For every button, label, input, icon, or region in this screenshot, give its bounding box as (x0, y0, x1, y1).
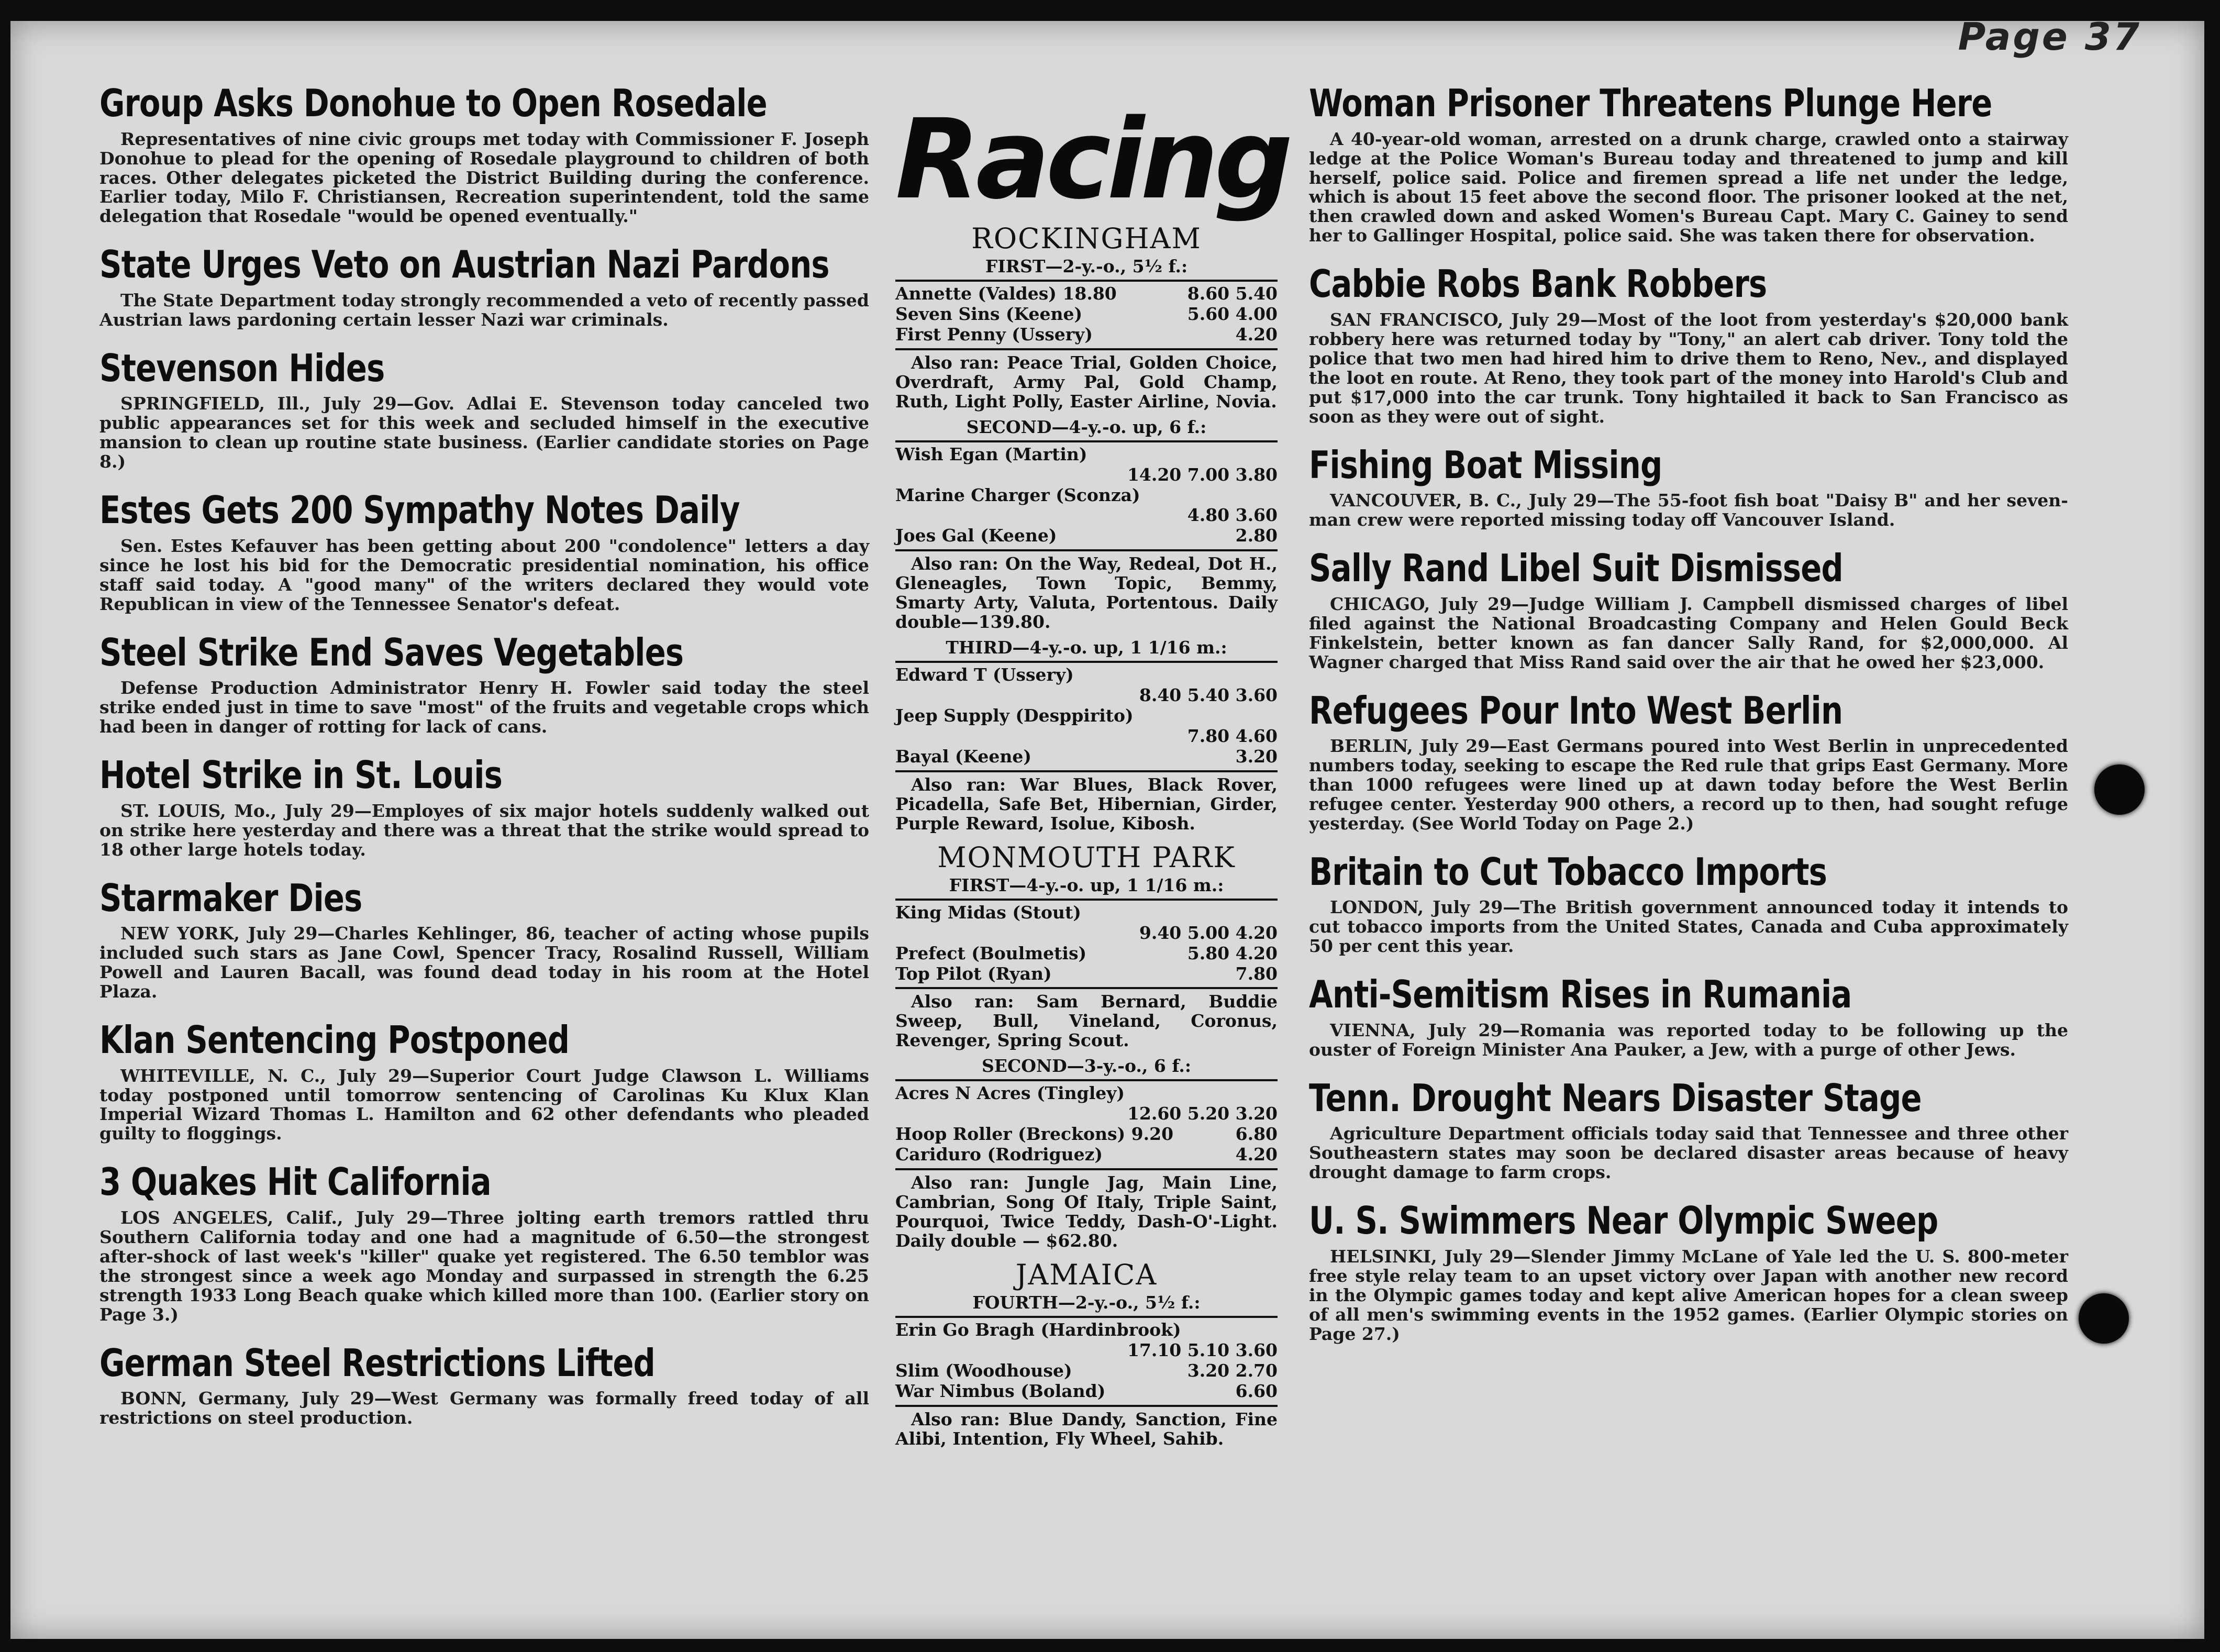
story-body: SPRINGFIELD, Ill., July 29—Gov. Adlai E. Stevenson today canceled two public appearances set for this week and secluded himself in the executive mansion to clean up routine state business. (Earlier candidate stories on Page 8.) (99, 393, 869, 472)
story-body: LONDON, July 29—The British government announced today it intends to cut tobacco imports from the United States, Canada and Cuba approximately 50 per cent this year. (1309, 897, 2068, 957)
horse-jockey: Prefect (Boulmetis) (895, 943, 1087, 963)
story-headline: Woman Prisoner Threatens Plunge Here (1309, 81, 1992, 125)
race-entry (895, 1361, 1278, 1381)
payoff-odds: 4.80 3.60 (1187, 505, 1278, 526)
payoff-odds: 7.80 4.60 (1187, 725, 1278, 746)
news-story (1309, 81, 2068, 246)
story-body: VIENNA, July 29—Romania was reported today to be following up the ouster of Foreign Minister Ana Pauker, a Jew, with a purge of other Jews. (1309, 1019, 2068, 1060)
story-body: ST. LOUIS, Mo., July 29—Employes of six major hotels suddenly walked out on strike here yesterday and there was a threat that the strike would spread to 18 other large hotels today. (99, 800, 869, 860)
news-story (99, 1017, 869, 1144)
news-story (99, 753, 869, 860)
horse-jockey: Joes Gal (Keene) (895, 525, 1057, 546)
race-results-list (895, 665, 1278, 767)
right-column (1309, 81, 2068, 1363)
also-ran: Also ran: War Blues, Black Rover, Picadella, Safe Bet, Hibernian, Girder, Purple Reward, Isolue, Kibosh. (895, 770, 1278, 834)
story-body: CHICAGO, July 29—Judge William J. Campbell dismissed charges of libel filed against the National Broadcasting Company and Helen Gould Beck Finkelstein, better known as fan dancer Sally Rand, for $2,000,000. Al Wagner charged that Miss Rand said over the air that he owed her $23,000. (1309, 593, 2068, 672)
story-headline: Klan Sentencing Postponed (99, 1017, 570, 1062)
race-entry (895, 485, 1278, 526)
news-story (1309, 1076, 2068, 1183)
news-story (99, 875, 869, 1002)
story-body: A 40-year-old woman, arrested on a drunk charge, crawled onto a stairway ledge at the Police Woman's Bureau today and threatened to jump and kill herself, police said. Police and firemen spread a life net under the ledge, which is about 15 feet above the second floor. The prisoner looked at the net, then crawled down and asked Women's Bureau Capt. Mary C. Gainey to send her to Gallinger Hospital, police said. She was taken there for observation. (1309, 128, 2068, 246)
payoff-odds: 8.40 5.40 3.60 (1139, 685, 1278, 706)
news-story (99, 630, 869, 737)
news-story (1309, 442, 2068, 530)
also-ran: Also ran: Sam Bernard, Buddie Sweep, Bull, Vineland, Coronus, Revenger, Spring Scout. (895, 987, 1278, 1050)
story-body: Representatives of nine civic groups met today with Commissioner F. Joseph Donohue to plead for the opening of Rosedale playground to children of both races. Other delegates picketed the District Building during the conference. Earlier today, Milo F. Christiansen, Recreation superintendent, told the same delegation that Rosedale "would be opened eventually." (99, 128, 869, 227)
news-story (99, 81, 869, 227)
racing-column (895, 84, 1289, 1454)
story-body: SAN FRANCISCO, July 29—Most of the loot from yesterday's $20,000 bank robbery here was returned today by "Tony," an alert cab driver. Tony told the police that two men had hired him to drive them to Reno, Nev., and displayed the loot en route. At Reno, they took part of the money into Harold's Club and put $17,000 into the car trunk. Tony hightailed it back to San Francisco as soon as they were out of sight. (1309, 309, 2068, 427)
newspaper-page (10, 15, 2204, 1639)
horse-jockey: Wish Egan (Martin) (895, 444, 1087, 464)
also-ran: Also ran: Blue Dandy, Sanction, Fine Alibi, Intention, Fly Wheel, Sahib. (895, 1405, 1278, 1449)
horse-jockey: Cariduro (Rodriguez) (895, 1144, 1103, 1165)
race-heading: SECOND—3-y.-o., 6 f.: (895, 1056, 1278, 1081)
horse-jockey: Hoop Roller (Breckons) 9.20 (895, 1124, 1174, 1145)
payoff-odds: 9.40 5.00 4.20 (1139, 922, 1278, 943)
race-results-list (895, 445, 1278, 547)
news-story (1309, 972, 2068, 1060)
race-entry (895, 944, 1278, 964)
payoff-odds: 4.20 (1235, 1144, 1278, 1165)
story-body: VANCOUVER, B. C., July 29—The 55-foot fish boat "Daisy B" and her seven-man crew were reported missing today off Vancouver Island. (1309, 490, 2068, 530)
story-headline: Hotel Strike in St. Louis (99, 753, 503, 797)
page-number: Page 37 (1958, 15, 2141, 59)
race-entry (895, 903, 1278, 944)
race-entry (895, 1381, 1278, 1402)
story-body: BERLIN, July 29—East Germans poured into West Berlin in unprecedented numbers today, seeking to escape the Red rule that grips East Germany. More than 1000 refugees were lined up at dawn today before the West Berlin refugee center. Yesterday 900 others, a record up to then, had sought refuge yesterday. (See World Today on Page 2.) (1309, 736, 2068, 834)
story-headline: 3 Quakes Hit California (99, 1160, 491, 1204)
payoff-odds: 4.20 (1235, 324, 1278, 345)
race-results-list (895, 1083, 1278, 1165)
news-story (99, 242, 869, 330)
news-story (1309, 688, 2068, 834)
story-headline: Starmaker Dies (99, 875, 362, 920)
payoff-odds: 6.80 (1235, 1124, 1278, 1145)
story-body: The State Department today strongly recommended a veto of recently passed Austrian laws pardoning certain lesser Nazi war criminals. (99, 290, 869, 330)
left-column (99, 81, 869, 1447)
story-body: Sen. Estes Kefauver has been getting about 200 "condolence" letters a day since he lost his bid for the Democratic presidential nomination, his office staff said today. A "good many" of the writers declared they would vote Republican in view of the Tennessee Senator's defeat. (99, 535, 869, 614)
payoff-odds: 3.20 (1235, 746, 1278, 767)
horse-jockey: Slim (Woodhouse) (895, 1360, 1072, 1381)
news-story (99, 488, 869, 614)
race-entry (895, 665, 1278, 706)
binder-hole-upper (2094, 764, 2145, 815)
also-ran: Also ran: Peace Trial, Golden Choice, Overdraft, Army Pal, Gold Champ, Ruth, Light Polly, Easter Airline, Novia. (895, 348, 1278, 412)
race-entry (895, 325, 1278, 345)
story-headline: Cabbie Robs Bank Robbers (1309, 262, 1767, 306)
story-headline: Tenn. Drought Nears Disaster Stage (1309, 1076, 1922, 1120)
payoff-odds: 7.80 (1235, 963, 1278, 984)
horse-jockey: Jeep Supply (Desppirito) (895, 705, 1134, 726)
payoff-odds: 12.60 5.20 3.20 (1127, 1103, 1278, 1124)
horse-jockey: Erin Go Bragh (Hardinbrook) (895, 1319, 1181, 1340)
horse-jockey: King Midas (Stout) (895, 902, 1081, 923)
story-headline: Stevenson Hides (99, 346, 385, 390)
race-heading: THIRD—4-y.-o. up, 1 1/16 m.: (895, 637, 1278, 663)
story-headline: Fishing Boat Missing (1309, 442, 1662, 487)
race-entry (895, 1083, 1278, 1124)
payoff-odds: 14.20 7.00 3.80 (1127, 464, 1278, 485)
payoff-odds: 17.10 5.10 3.60 (1127, 1339, 1278, 1360)
binder-hole-lower (2079, 1293, 2129, 1344)
race-entry (895, 1320, 1278, 1361)
horse-jockey: First Penny (Ussery) (895, 324, 1093, 345)
race-entry (895, 526, 1278, 546)
race-results-list (895, 903, 1278, 984)
track-name: MONMOUTH PARK (937, 840, 1236, 874)
story-headline: Britain to Cut Tobacco Imports (1309, 849, 1827, 894)
track-name: JAMAICA (1015, 1258, 1158, 1291)
payoff-odds: 2.80 (1235, 525, 1278, 546)
payoff-odds: 5.80 4.20 (1187, 943, 1278, 963)
story-headline: German Steel Restrictions Lifted (99, 1340, 655, 1385)
race-entry (895, 1124, 1278, 1145)
story-headline: Anti-Semitism Rises in Rumania (1309, 972, 1852, 1017)
horse-jockey: Marine Charger (Sconza) (895, 484, 1140, 505)
news-story (99, 1162, 869, 1324)
race-entry (895, 964, 1278, 984)
race-heading: FOURTH—2-y.-o., 5½ f.: (895, 1292, 1278, 1318)
payoff-odds: 5.60 4.00 (1187, 303, 1278, 324)
also-ran: Also ran: Jungle Jag, Main Line, Cambrian, Song Of Italy, Triple Saint, Pourquoi, Twice Teddy, Dash-O'-Light. Daily double — $62.80. (895, 1168, 1278, 1251)
story-body: Agriculture Department officials today said that Tennessee and three other Southeastern states may soon be declared disaster areas because of heavy drought damage to farm crops. (1309, 1123, 2068, 1183)
horse-jockey: Top Pilot (Ryan) (895, 963, 1052, 984)
story-body: NEW YORK, July 29—Charles Kehlinger, 86, teacher of acting whose pupils included such stars as Jane Cowl, Spencer Tracy, Rosalind Russell, William Powell and Lauren Bacall, was found dead today in his room at the Hotel Plaza. (99, 923, 869, 1002)
news-story (1309, 264, 2068, 426)
story-headline: Estes Gets 200 Sympathy Notes Daily (99, 488, 740, 533)
story-headline: State Urges Veto on Austrian Nazi Pardons (99, 242, 829, 287)
news-story (1309, 1201, 2068, 1344)
horse-jockey: Annette (Valdes) 18.80 (895, 283, 1117, 304)
story-headline: Refugees Pour Into West Berlin (1309, 688, 1843, 733)
racing-results (895, 222, 1278, 1449)
story-body: LOS ANGELES, Calif., July 29—Three jolting earth tremors rattled thru Southern California today and one had a magnitude of 6.50—the strongest after-shock of last week's "killer" quake yet registered. The 6.50 temblor was the strongest since a week ago Monday and surpassed in strength the 6.25 strength 1933 Long Beach quake which killed more than 100. (Earlier story on Page 3.) (99, 1207, 869, 1325)
race-entry (895, 304, 1278, 325)
news-story (1309, 849, 2068, 957)
race-entry (895, 706, 1278, 747)
payoff-odds: 3.20 2.70 (1187, 1360, 1278, 1381)
news-story (99, 346, 869, 472)
race-results-list (895, 1320, 1278, 1402)
race-entry (895, 1145, 1278, 1165)
horse-jockey: Seven Sins (Keene) (895, 303, 1083, 324)
track-name: ROCKINGHAM (971, 222, 1202, 255)
horse-jockey: Bayal (Keene) (895, 746, 1032, 767)
story-body: WHITEVILLE, N. C., July 29—Superior Court Judge Clawson L. Williams today postponed until tomorrow sentencing of Carolinas Ku Klux Klan Imperial Wizard Thomas L. Hamilton and 62 other defendants who pleaded guilty to floggings. (99, 1065, 869, 1144)
horse-jockey: Edward T (Ussery) (895, 664, 1074, 685)
race-entry (895, 747, 1278, 767)
race-results-list (895, 284, 1278, 345)
racing-title: Racing (895, 95, 1289, 224)
story-headline: Sally Rand Libel Suit Dismissed (1309, 546, 1843, 591)
horse-jockey: Acres N Acres (Tingley) (895, 1083, 1125, 1104)
race-entry (895, 284, 1278, 304)
race-heading: FIRST—2-y.-o., 5½ f.: (895, 256, 1278, 282)
race-heading: SECOND—4-y.-o. up, 6 f.: (895, 417, 1278, 442)
news-story (1309, 546, 2068, 672)
story-body: BONN, Germany, July 29—West Germany was formally freed today of all restrictions on steel production. (99, 1388, 869, 1428)
payoff-odds: 6.60 (1235, 1380, 1278, 1401)
story-body: HELSINKI, July 29—Slender Jimmy McLane of Yale led the U. S. 800-meter free style relay team to an upset victory over Japan with another new record in the Olympic games today and kept alive American hopes for a clean sweep of all men's swimming events in the 1952 games. (Earlier Olympic stories on Page 27.) (1309, 1246, 2068, 1344)
payoff-odds: 8.60 5.40 (1187, 283, 1278, 304)
story-headline: Steel Strike End Saves Vegetables (99, 630, 684, 674)
story-headline: Group Asks Donohue to Open Rosedale (99, 81, 767, 125)
race-entry (895, 445, 1278, 485)
race-heading: FIRST—4-y.-o. up, 1 1/16 m.: (895, 875, 1278, 901)
story-body: Defense Production Administrator Henry H. Fowler said today the steel strike ended just in time to save "most" of the fruits and vegetable crops which had been in danger of rotting for lack of cans. (99, 678, 869, 737)
news-story (99, 1340, 869, 1428)
horse-jockey: War Nimbus (Boland) (895, 1380, 1106, 1401)
story-headline: U. S. Swimmers Near Olympic Sweep (1309, 1199, 1938, 1243)
also-ran: Also ran: On the Way, Redeal, Dot H., Gleneagles, Town Topic, Bemmy, Smarty Arty, Valuta, Portentous. Daily double—139.80. (895, 549, 1278, 632)
